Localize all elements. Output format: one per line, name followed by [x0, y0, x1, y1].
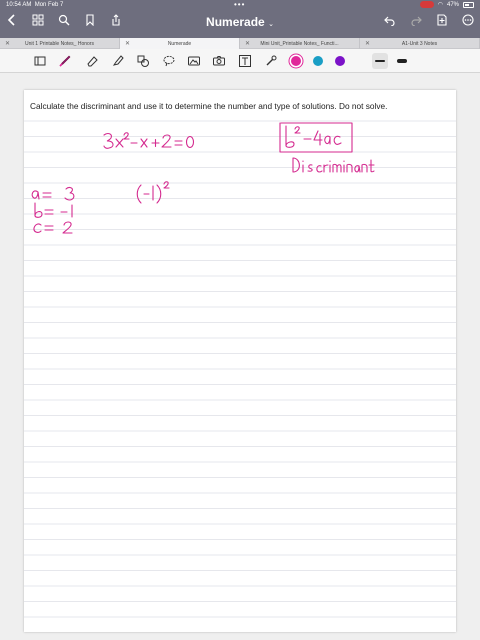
- chevron-down-icon: ⌄: [268, 21, 274, 28]
- redo-icon[interactable]: [410, 14, 422, 26]
- battery-percent: 47%: [446, 1, 459, 8]
- top-bar: [0, 0, 480, 38]
- more-dots-icon[interactable]: •••: [234, 0, 246, 9]
- ink-a-value: [32, 188, 74, 200]
- problem-prompt: Calculate the discriminant and use it to determine the number and type of solutions. Do not solve.: [30, 101, 388, 111]
- close-icon[interactable]: ✕: [365, 41, 371, 47]
- ink-discriminant-label: [293, 158, 374, 172]
- tab-bar: [0, 38, 480, 49]
- wifi-icon: ◠: [437, 2, 443, 8]
- tab-a1-unit3[interactable]: ✕ A1-Unit 3 Notes: [360, 38, 480, 49]
- ink-equation: [104, 133, 194, 149]
- color-swatch-teal[interactable]: [313, 56, 323, 66]
- close-icon[interactable]: ✕: [5, 41, 11, 47]
- ink-formula-box: [280, 123, 352, 152]
- close-icon[interactable]: ✕: [125, 41, 131, 47]
- tab-mini-unit[interactable]: ✕ Mini Unit_Printable Notes_ Functi...: [240, 38, 360, 49]
- scan-icon[interactable]: [33, 54, 47, 68]
- document-title[interactable]: Numerade ⌄: [206, 15, 274, 29]
- camera-icon[interactable]: [212, 54, 226, 68]
- thick-stroke-button[interactable]: [397, 59, 407, 63]
- lasso-icon[interactable]: [162, 54, 176, 68]
- eraser-icon[interactable]: [85, 54, 99, 68]
- ink-c-value: [34, 222, 72, 233]
- ink-b-value: [35, 203, 72, 217]
- highlighter-icon[interactable]: [111, 54, 125, 68]
- pen-icon[interactable]: [58, 54, 72, 68]
- color-swatch-pink[interactable]: [291, 56, 301, 66]
- ink-work: [137, 182, 169, 203]
- status-time: 10:54 AM Mon Feb 7: [6, 2, 64, 8]
- undo-icon[interactable]: [384, 14, 396, 26]
- battery-icon: [463, 2, 474, 8]
- handwriting-layer: [24, 90, 456, 632]
- close-icon[interactable]: ✕: [245, 41, 251, 47]
- recording-icon: [420, 1, 434, 8]
- tab-numerade[interactable]: ✕ Numerade: [120, 38, 240, 49]
- more-icon[interactable]: [462, 14, 474, 26]
- text-icon[interactable]: [238, 54, 252, 68]
- nav-right: [384, 14, 474, 26]
- color-swatch-purple[interactable]: [335, 56, 345, 66]
- thin-stroke-button[interactable]: [372, 53, 388, 69]
- note-page[interactable]: [24, 90, 456, 632]
- status-right: [420, 1, 474, 8]
- tab-unit1[interactable]: ✕ Unit 1 Printable Notes_ Honors: [0, 38, 120, 49]
- add-page-icon[interactable]: [436, 14, 448, 26]
- laser-icon[interactable]: [264, 54, 278, 68]
- tool-bar: [0, 49, 480, 73]
- shapes-icon[interactable]: [136, 54, 150, 68]
- image-icon[interactable]: [187, 54, 201, 68]
